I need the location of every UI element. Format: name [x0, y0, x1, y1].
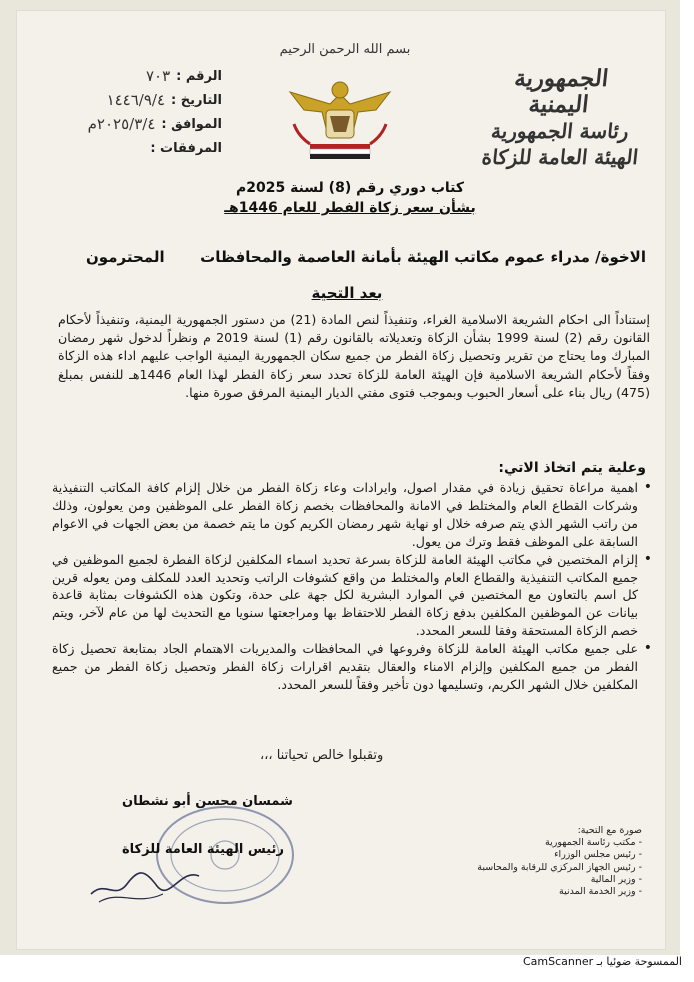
basmala: بسم الله الرحمن الرحيم — [279, 42, 411, 57]
list-item: - مكتب رئاسة الجمهورية — [442, 837, 642, 849]
addressee: الاخوة/ مدراء عموم مكاتب الهيئة بأمانة العاصمة والمحافظات — [200, 248, 646, 266]
list-item: - وزير الخدمة المدنية — [442, 886, 642, 898]
scanner-footer — [392, 955, 682, 968]
greeting: بعد التحية — [311, 284, 383, 302]
ref-number-row — [22, 64, 222, 88]
circular-title — [170, 178, 530, 218]
honorific: المحترمون — [86, 248, 165, 266]
decisions-list — [52, 479, 652, 694]
republic-name: الجمهورية اليمنية — [513, 65, 610, 118]
decisions-heading: وعلية يتم اتخاذ الاتي: — [498, 460, 646, 476]
corresponding-date-value: ٢٠٢٥/٣/٤م — [87, 115, 156, 133]
handwritten-signature-icon — [85, 850, 205, 910]
list-item: - رئيس الجهاز المركزي للرقابة والمحاسبة — [442, 862, 642, 874]
addressee-line — [86, 248, 646, 266]
date-label: التاريخ : — [171, 92, 222, 108]
list-item: - وزير المالية — [442, 874, 642, 886]
list-item: - رئيس مجلس الوزراء — [442, 849, 642, 861]
corresponding-date-row — [22, 112, 222, 136]
scanner-app-name: CamScanner — [522, 955, 594, 968]
signatory-title: رئيس الهيئة العامة للزكاة — [122, 842, 284, 857]
list-item: • إلزام المختصين في مكاتب الهيئة العامة للزكاة بسرعة تحديد اسماء المكلفين لزكاة الفطرة لجميع الموظفين في جميع المكاتب التنفيذية والقطاع العام والمختلط من واقع كشوفات الراتب وتحديد العدد للمكلف ومن يعوله قرين كل اسم بالتعاون مع المختصين في الموارد البشرية لكل جهة على حدة، وتكون هذه الكشوفات بمثابة قاعدة بيانات عن الموظفين المكلفين بدفع زكاة الفطر للاحتفاظ بها ومراجعتها سنويا مع التحديث لها من عام لآخر، ويتم خصم الزكاة المستحقة وفقا للسعر المحدد. — [52, 551, 652, 641]
scanned-with-text: الممسوحة ضوئيا بـ — [596, 955, 682, 968]
corresponding-date-label: الموافق : — [161, 116, 222, 132]
attachments-label: المرفقات : — [150, 140, 222, 156]
cc-block — [442, 825, 642, 898]
attachments-row — [22, 136, 222, 160]
authority-name: الهيئة العامة للزكاة — [480, 145, 640, 169]
signatory-name: شمسان محسن أبو نشطان — [122, 794, 293, 809]
yemen-eagle-emblem-icon — [280, 64, 400, 174]
list-item: • اهمية مراعاة تحقيق زيادة في مقدار اصول، وايرادات وعاء زكاة الفطر من خلال إلزام كافة المكاتب التنفيذية وشركات القطاع العام والمختلط في الامانة والمحافظات بخصم زكاة الفطر على الموظفين ومن يعولون، وذلك من راتب الشهر الذي يتم صرفه خلال او نهاية شهر رمضان الكريم كون ما يتم خصمة من بعض الجهات في الاعوام السابقة على الموظف فقط وترك من يعول. — [52, 479, 652, 551]
circular-number: كتاب دوري رقم (8) لسنة 2025م — [235, 180, 465, 196]
institution-header — [480, 66, 640, 170]
date-value: ١٤٤٦/٩/٤ — [106, 91, 166, 109]
cc-heading: صورة مع التحية: — [577, 825, 642, 836]
closing-line: وتقبلوا خالص تحياتنا ،،، — [260, 748, 384, 763]
date-row — [22, 88, 222, 112]
body-paragraph: إستناداً الى احكام الشريعة الاسلامية الغراء، وتنفيذاً لنص المادة (21) من دستور الجمهورية اليمنية، وتنفيذاً لأحكام القانون رقم (2) لسنة 1999 بشأن الزكاة وتعديلاته بالقانون رقم (1) لسنة 2019 م ونظراً لدخول شهر رمضان المبارك وما يحتاج من تقرير وتحصيل زكاة الفطر من جميع سكان الجمهورية اليمنية الواجب عليهم اداء هذه الزكاة وفقاً لأحكام الشريعة الاسلامية فإن الهيئة العامة للزكاة تحدد سعر زكاة الفطر لهذا العام 1446هـ للنفس بمبلغ (475) ريال بناء على أسعار الحبوب وبموجب فتوى مفتي الديار اليمنية المرفق صورة منها. — [58, 312, 650, 400]
cc-list — [442, 837, 642, 898]
presidency-name: رئاسة الجمهورية — [490, 119, 630, 143]
circular-subject: بشأن سعر زكاة الفطر للعام 1446هـ — [224, 200, 476, 216]
ref-number-value: ٧٠٣ — [145, 67, 171, 85]
reference-block — [22, 64, 222, 160]
list-item: • على جميع مكاتب الهيئة العامة للزكاة وفروعها في المحافظات والمديريات الاهتمام الجاد بمتابعة تحصيل زكاة الفطر من جميع المكلفين وإلزام الامناء والعقال بتقديم اقرارات زكاة الفطر وتحصيل زكاة الفطر من جميع المكلفين خلال الشهر الكريم، وتسليمها دون تأخير وفقاً للسعر المحدد. — [52, 640, 652, 694]
ref-number-label: الرقم : — [176, 68, 222, 84]
